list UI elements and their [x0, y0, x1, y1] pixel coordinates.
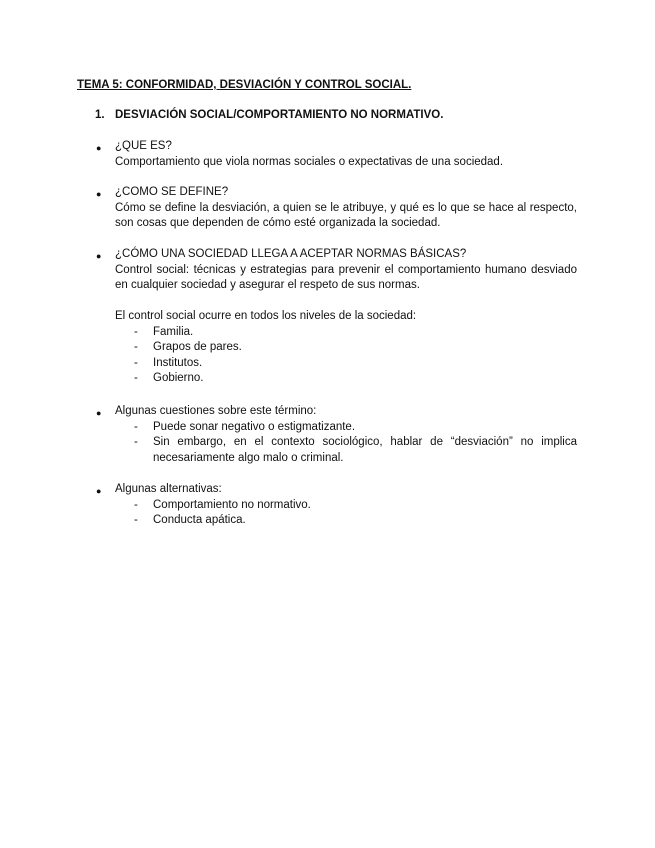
list-item [115, 139, 577, 170]
list-item [115, 185, 577, 232]
list-item [115, 482, 577, 529]
sub-list [115, 498, 577, 529]
dash-icon: - [134, 498, 138, 511]
dash-icon: - [134, 436, 138, 448]
dash-icon: - [134, 420, 138, 433]
bullet-icon: ● [96, 408, 102, 418]
sub-list-item: - Puede sonar negativo o estigmatizante. [115, 420, 577, 436]
sub-list-item: - Gobierno. [115, 371, 577, 387]
item-text: Algunas alternativas: [115, 483, 222, 495]
dash-icon: - [134, 372, 138, 384]
sub-list [115, 420, 577, 467]
item-question: ¿QUE ES? [115, 140, 172, 152]
list-item [115, 247, 577, 387]
item-text-secondary: El control social ocurre en todos los niveles de la sociedad: [115, 310, 417, 322]
sub-list-item: - Familia. [115, 325, 577, 341]
item-text: Cómo se define la desviación, a quien se le atribuye, y qué es lo que se hace al respecto, son cosas que dependen de cómo esté organizada la sociedad. [115, 201, 577, 229]
dash-icon: - [134, 325, 138, 338]
sub-list-item: - Comportamiento no normativo. [115, 498, 577, 514]
sub-list-item: - Conducta apática. [115, 513, 577, 529]
item-question: ¿CÓMO UNA SOCIEDAD LLEGA A ACEPTAR NORMAS BÁSICAS? [115, 248, 467, 260]
sub-list-item: - Sin embargo, en el contexto sociológico, hablar de “desviación” no implica necesariamente algo malo o criminal. [134, 436, 577, 464]
bullet-icon: ● [96, 143, 102, 153]
item-text: Comportamiento que viola normas sociales o expectativas de una sociedad. [115, 155, 504, 168]
bullet-icon: ● [96, 189, 102, 199]
sub-list [115, 325, 577, 387]
section-number: 1. [95, 109, 105, 121]
item-question: ¿COMO SE DEFINE? [115, 186, 229, 198]
page-title: TEMA 5: CONFORMIDAD, DESVIACIÓN Y CONTROL SOCIAL. [77, 79, 412, 91]
dash-icon: - [134, 356, 138, 369]
sub-list-item: - Grapos de pares. [115, 340, 577, 356]
item-text: Algunas cuestiones sobre este término: [115, 405, 317, 417]
dash-icon: - [134, 341, 138, 353]
bullet-icon: ● [96, 251, 102, 261]
sub-list-item: - Institutos. [115, 356, 577, 372]
section-heading [95, 108, 443, 124]
section-label: DESVIACIÓN SOCIAL/COMPORTAMIENTO NO NORMATIVO. [115, 109, 444, 121]
list-item [115, 404, 577, 466]
item-text: Control social: técnicas y estrategias para prevenir el comportamiento humano desviado en cualquier sociedad y asegurar el respeto de sus normas. [115, 263, 577, 291]
dash-icon: - [134, 514, 138, 526]
bullet-icon: ● [96, 486, 102, 496]
